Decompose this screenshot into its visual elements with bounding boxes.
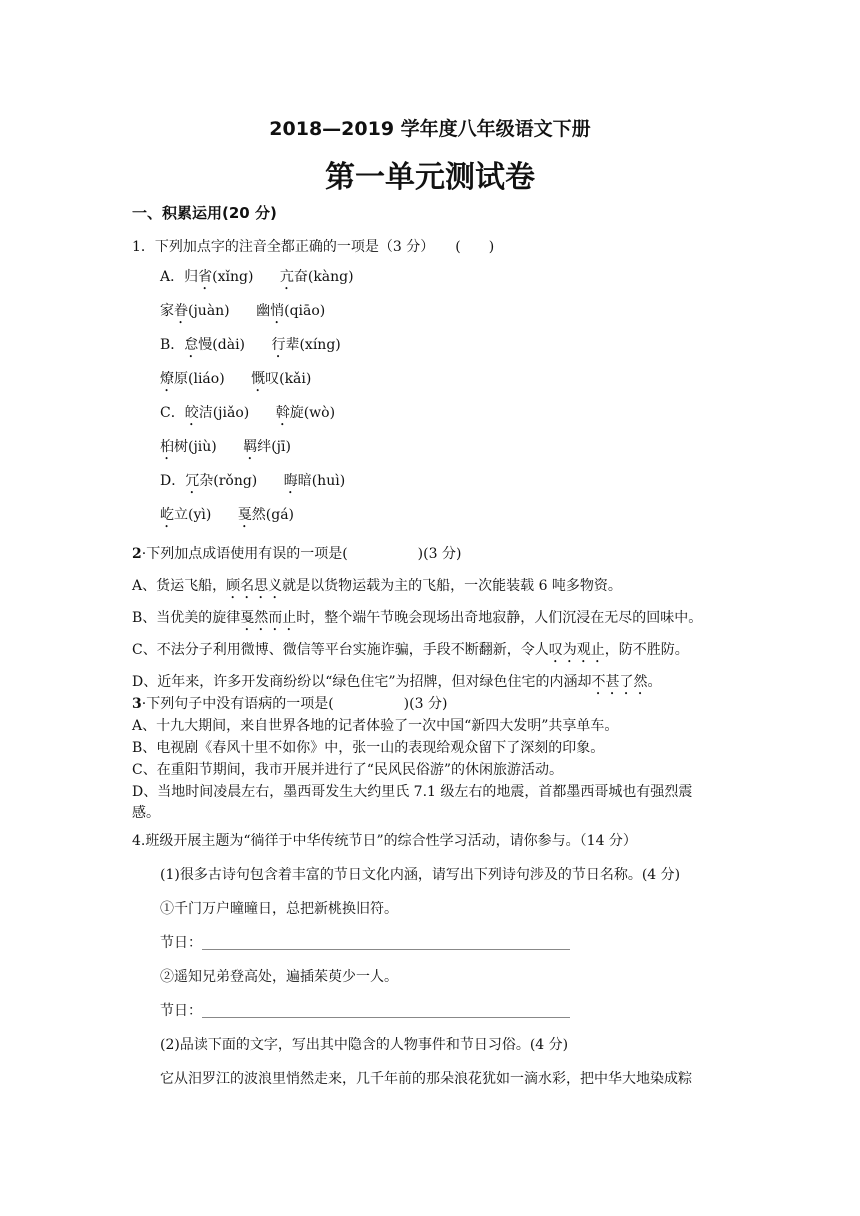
q3-option-c: C、在重阳节期间，我市开展并进行了“民风民俗游”的休闲旅游活动。 xyxy=(132,762,564,778)
q4-poem-1: ①千门万户曈曈日，总把新桃换旧符。 xyxy=(160,901,398,917)
q4-passage: 它从汨罗江的波浪里悄然走来，几千年前的那朵浪花犹如一滴水彩，把中华大地染成粽 xyxy=(160,1071,692,1087)
q3-option-d-cont: 感。 xyxy=(132,805,160,821)
question-3-stem: 3·下列句子中没有语病的一项是( )(3 分) xyxy=(132,696,448,712)
title-line-2: 第一单元测试卷 xyxy=(325,160,535,195)
q1-row-b2: 燎原(liáo) 慨叹(kǎi) xyxy=(160,371,312,387)
q2-option-d: D、近年来，许多开发商纷纷以“绿色住宅”为招牌，但对绿色住宅的内涵却不甚了然。 xyxy=(132,674,662,690)
question-4-stem: 4.班级开展主题为“徜徉于中华传统节日”的综合性学习活动，请你参与。（14 分） xyxy=(132,833,637,849)
q1-row-b: B．怠慢(dài) 行辈(xíng) xyxy=(160,337,341,353)
q1-row-c: C．皎洁(jiǎo) 斡旋(wò) xyxy=(160,405,336,421)
section-heading: 一、积累运用(20 分) xyxy=(132,204,277,222)
q4-sub-2: (2)品读下面的文字，写出其中隐含的人物事件和节日习俗。(4 分) xyxy=(160,1037,569,1053)
q2-option-b: B、当优美的旋律戛然而止时，整个端午节晚会现场出奇地寂静，人们沉浸在无尽的回味中。 xyxy=(132,610,703,626)
q3-option-d: D、当地时间凌晨左右，墨西哥发生大约里氏 7.1 级左右的地震，首都墨西哥城也有强烈震 xyxy=(132,784,693,800)
answer-blank xyxy=(202,1003,570,1018)
q1-row-d2: 屹立(yì) 戛然(gá) xyxy=(160,507,294,523)
q4-sub-1: (1)很多古诗句包含着丰富的节日文化内涵，请写出下列诗句涉及的节日名称。(4 分) xyxy=(160,867,681,883)
q4-poem-2: ②遥知兄弟登高处，遍插茱萸少一人。 xyxy=(160,969,398,985)
q3-option-b: B、电视剧《春风十里不如你》中，张一山的表现给观众留下了深刻的印象。 xyxy=(132,740,605,756)
q4-answer-2 xyxy=(160,1001,570,1021)
q4-answer-1 xyxy=(160,933,570,953)
q3-option-a: A、十九大期间，来自世界各地的记者体验了一次中国“新四大发明”共享单车。 xyxy=(132,718,619,734)
title-line-1: 2018—2019 学年度八年级语文下册 xyxy=(269,118,591,140)
q1-row-d: D．冗杂(rǒng) 晦暗(huì) xyxy=(160,473,346,489)
answer-label: 节日： xyxy=(160,935,202,951)
answer-label: 节日： xyxy=(160,1003,202,1019)
answer-blank xyxy=(202,935,570,950)
q2-option-c: C、不法分子利用微博、微信等平台实施诈骗，手段不断翻新，令人叹为观止，防不胜防。 xyxy=(132,642,689,658)
question-2-stem: 2·下列加点成语使用有误的一项是( )(3 分) xyxy=(132,546,462,562)
q1-row-a: A．归省(xǐng) 亢奋(kàng) xyxy=(160,269,354,285)
q2-option-a: A、货运飞船，顾名思义就是以货物运载为主的飞船，一次能装载 6 吨多物资。 xyxy=(132,578,622,594)
q1-row-c2: 桕树(jiù) 羁绊(jī) xyxy=(160,439,291,455)
question-1-stem: 1．下列加点字的注音全都正确的一项是（3 分） ( ) xyxy=(132,239,495,255)
q1-row-a2: 家眷(juàn) 幽悄(qiāo) xyxy=(160,303,326,319)
